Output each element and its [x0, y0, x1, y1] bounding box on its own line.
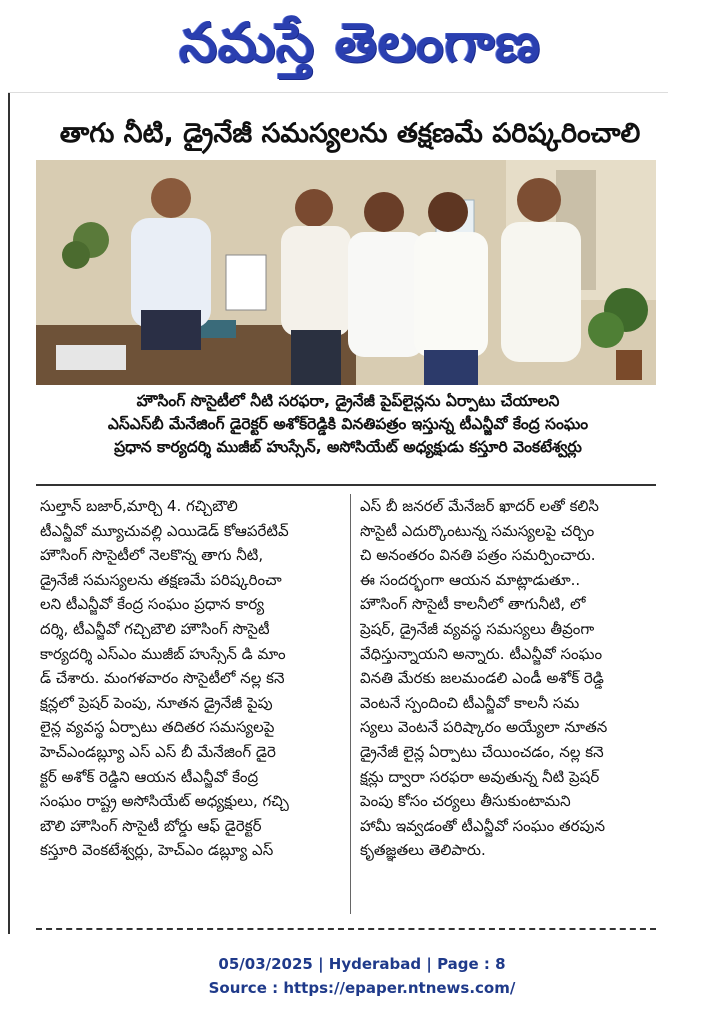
text-line: ఎస్ బీ జనరల్ మేనేజర్ ఖాదర్ లతో కలిసి: [360, 497, 599, 515]
text-line: పెంపు కోసం చర్యలు తీసుకుంటామని: [360, 792, 571, 811]
text-line: లని టీఎన్జీవో కేంద్ర సంఘం ప్రధాన కార్య: [40, 595, 265, 614]
caption-line: హౌసింగ్ సొసైటీలో నీటి సరఫరా, డ్రైనేజీ పైప్‌లైన్లను ఏర్పాటు చేయాలని: [136, 392, 560, 410]
text-line: బౌలి హౌసింగ్ సొసైటీ బోర్డు ఆఫ్ డైరెక్టర్: [40, 816, 262, 835]
text-line: హెచ్ఎండబ్ల్యూ ఎస్ ఎస్ బీ మేనేజింగ్ డైరె: [40, 742, 276, 761]
text-line: వెంటనే స్పందించి టీఎన్జీవో కాలనీ సమ: [360, 693, 580, 712]
text-line: హౌసింగ్ సొసైటీ కాలనీలో తాగునీటి, లో: [360, 595, 586, 614]
text-line: హౌసింగ్ సొసైటీలో నెలకొన్న తాగు నీటి,: [40, 546, 264, 565]
text-line: డ్రైనేజీ లైన్ల ఏర్పాటు చేయించడం, నల్ల కనె: [360, 742, 604, 761]
clipping-top-border: [8, 92, 668, 93]
column-divider: [350, 494, 351, 914]
dateline: 05/03/2025 | Hyderabad | Page : 8: [218, 955, 506, 973]
text-line: డ్రైనేజీ సమస్యలను తక్షణమే పరిష్కరించా: [40, 570, 282, 589]
photo-caption: [40, 390, 656, 482]
photo-illustration: [36, 160, 656, 385]
text-line: క్టర్ అశోక్ రెడ్డిని ఆయన టీఎన్జీవో కేంద్ర: [40, 767, 259, 786]
text-line: డ్ చేశారు. మంగళవారం సొసైటీలో నల్ల కనె: [40, 669, 285, 688]
text-line: లైన్ల వ్యవస్థ ఏర్పాటు తదితర సమస్యలపై: [40, 718, 275, 737]
text-line: చి అనంతరం వినతి పత్రం సమర్పించారు.: [360, 546, 596, 565]
epaper-footer: [0, 952, 724, 1000]
source-link[interactable]: Source : https://epaper.ntnews.com/: [208, 979, 516, 997]
article-column-right: [360, 494, 656, 863]
text-line: హామీ ఇవ్వడంతో టీఎన్జీవో సంఘం తరపున: [360, 816, 606, 835]
news-photo: [36, 160, 656, 385]
text-line: కస్తూరి వెంకటేశ్వర్లు, హెచ్ఎం డబ్ల్యూ ఎస్: [40, 841, 274, 860]
caption-divider: [36, 484, 656, 486]
text-line: ఈ సందర్భంగా ఆయన మాట్లాడుతూ..: [360, 570, 581, 589]
bottom-divider: [36, 928, 656, 930]
text-line: సంఘం రాష్ట్ర అసోసియేట్ అధ్యక్షులు, గచ్చి: [40, 792, 289, 811]
text-line: సుల్తాన్ బజార్,మార్చి 4. గచ్చిబౌలి: [40, 497, 238, 515]
caption-line: ప్రధాన కార్యదర్శి ముజీబ్ హుస్సేన్, అసోసియేట్ అధ్యక్షుడు కస్తూరి వెంకటేశ్వర్లు: [114, 438, 582, 456]
text-line: కృతజ్ఞతలు తెలిపారు.: [360, 841, 486, 860]
article-column-left: [40, 494, 342, 863]
caption-line: ఎస్‌ఎస్‌బీ మేనేజింగ్ డైరెక్టర్ అశోక్‌రెడ్డికి వినతిపత్రం ఇస్తున్న టీఎన్జీవో కేంద్ర సంఘం: [107, 415, 589, 433]
text-line: ప్రెషర్, డ్రైనేజీ వ్యవస్థ సమస్యలు తీవ్రంగా: [360, 619, 595, 638]
text-line: క్షన్లలో ప్రెషర్ పెంపు, నూతన డ్రైనేజీ పైపు: [40, 693, 273, 712]
text-line: స్యలు వెంటనే పరిష్కారం అయ్యేలా నూతన: [360, 718, 608, 737]
article-headline: తాగు నీటి, డ్రైనేజీ సమస్యలను తక్షణమే పరిష్కరించాలి: [59, 118, 641, 149]
text-line: సొసైటీ ఎదుర్కొంటున్న సమస్యలపై చర్చిం: [360, 521, 595, 540]
text-line: క్షన్లు ద్వారా సరఫరా అవుతున్న నీటి ప్రెషర్: [360, 767, 600, 786]
text-line: వేధిస్తున్నాయని అన్నారు. టీఎన్జీవో సంఘం: [360, 644, 603, 663]
text-line: కార్యదర్శి ఎస్ఎం ముజీబ్ హుస్సేన్ డి మాం: [40, 644, 286, 663]
newspaper-masthead-logo: నమస్తే తెలంగాణ: [179, 11, 541, 74]
text-line: దర్శి, టీఎన్జీవో గచ్చిబౌలి హౌసింగ్ సొసైటీ: [40, 619, 270, 638]
text-line: టీఎన్జీవో మ్యూచువల్లి ఎయిడెడ్ కోఆపరేటివ్: [40, 521, 289, 540]
text-line: వినతి మేరకు జలమండలి ఎండీ అశోక్ రెడ్డి: [360, 669, 604, 688]
